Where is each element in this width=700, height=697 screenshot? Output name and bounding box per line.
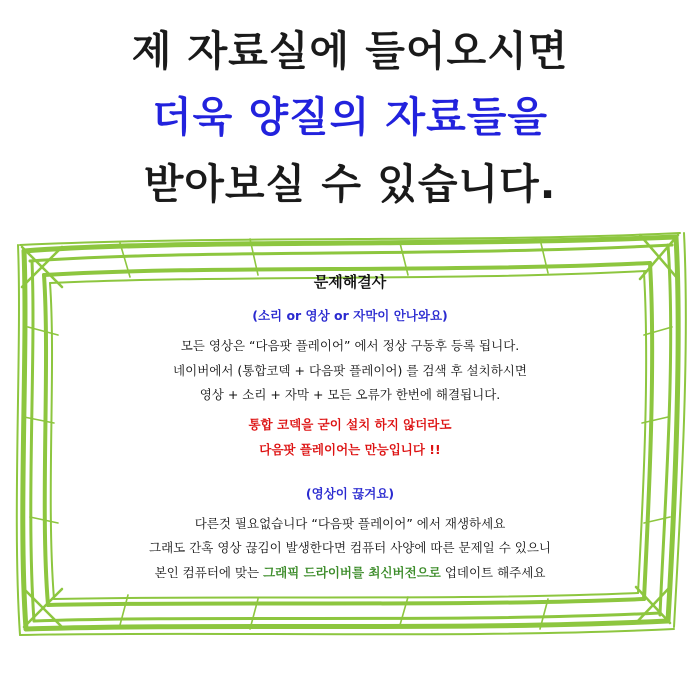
graphic-driver-keyword: 그래픽 드라이버를 최신버전으로	[263, 564, 441, 580]
section2-line-1: 다른것 필요없습니다 “다음팟 플레이어” 에서 재생하세요	[194, 516, 506, 532]
headline-line-2: 더욱 양질의 자료들을	[151, 93, 548, 142]
warning-line-1: 통합 코덱을 굳이 설치 하지 않더라도	[248, 417, 452, 433]
bordered-note-panel	[0, 217, 700, 647]
section1-line-3: 영상 + 소리 + 자막 + 모든 오류가 한번에 해결됩니다.	[199, 386, 501, 402]
last-line-suffix: 업데이트 해주세요	[440, 564, 546, 580]
section1-heading: (소리 or 영상 or 자막이 안나와요)	[252, 308, 448, 324]
spacer-2	[60, 462, 640, 484]
headline-line-1: 제 자료실에 들어오시면	[131, 27, 569, 75]
section1-line-1: 모든 영상은 “다음팟 플레이어” 에서 정상 구동후 등록 됩니다.	[180, 338, 520, 354]
headline-line-3: 받아보실 수 있습니다.	[143, 159, 557, 208]
warning-line-2: 다음팟 플레이어는 만능입니다 !!	[259, 441, 441, 457]
section2-line-3	[60, 561, 640, 585]
section2-heading: (영상이 끊겨요)	[305, 486, 395, 502]
headline-block	[0, 0, 700, 217]
note-content	[60, 271, 640, 585]
note-title: 문제해결사	[313, 273, 387, 292]
section1-line-2: 네이버에서 (통합코덱 + 다음팟 플레이어) 를 검색 후 설치하시면	[173, 362, 527, 378]
last-line-prefix: 본인 컴퓨터에 맞는	[154, 564, 264, 580]
section2-line-2: 그래도 간혹 영상 끊김이 발생한다면 컴퓨터 사양에 따른 문제일 수 있으니	[149, 540, 551, 556]
